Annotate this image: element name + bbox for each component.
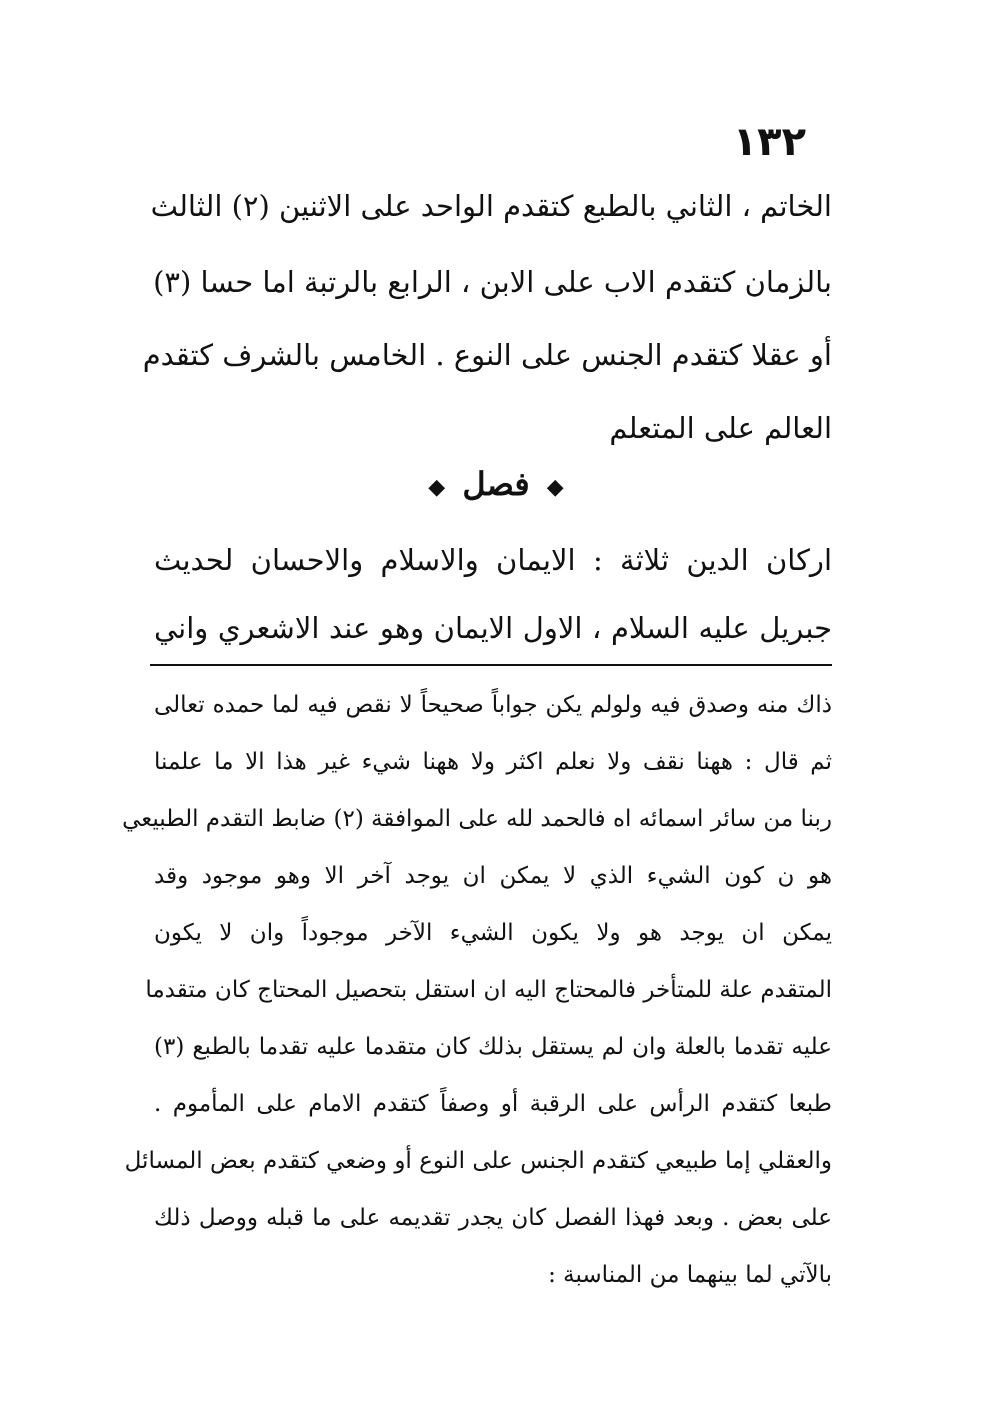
page-number: ١٣٢ [732,119,806,165]
footnote-divider [150,664,832,666]
ornament-left: ◆ [428,473,446,500]
footnote-line: ربنا من سائر اسمائه اه فالحمد لله على الموافقة (٢) ضابط التقدم الطبيعي [122,806,832,832]
footnote-line: بالآتي لما بينهما من المناسبة : [548,1262,832,1288]
footnote-line: يمكن ان يوجد هو ولا يكون الشيء الآخر موجوداً وان لا يكون [154,920,832,946]
section-body-line: جبريل عليه السلام ، الاول الايمان وهو عند الاشعري واني [154,611,832,645]
body-line: بالزمان كتقدم الاب على الابن ، الرابع بالرتبة اما حسا (٣) [153,265,832,299]
footnote-line: والعقلي إما طبيعي كتقدم الجنس على النوع أو وضعي كتقدم بعض المسائل [124,1148,832,1174]
section-body-line: اركان الدين ثلاثة : الايمان والاسلام والاحسان لحديث [154,543,832,577]
section-heading [0,462,992,509]
footnote-line: المتقدم علة للمتأخر فالمحتاج اليه ان استقل بتحصيل المحتاج كان متقدما [145,977,832,1003]
footnote-line: ثم قال : ههنا نقف ولا نعلم اكثر ولا ههنا شيء غير هذا الا ما علمنا [154,749,832,775]
body-line: الخاتم ، الثاني بالطبع كتقدم الواحد على الاثنين (٢) الثالث [150,189,832,223]
ornament-right: ◆ [546,473,564,500]
footnote-line: ذاك منه وصدق فيه ولولم يكن جواباً صحيحاً لا نقص فيه لما حمده تعالى [154,692,832,718]
footnote-line: على بعض . وبعد فهذا الفصل كان يجدر تقديمه على ما قبله ووصل ذلك [154,1205,832,1231]
footnote-line: عليه تقدما بالعلة وان لم يستقل بذلك كان متقدما عليه تقدما بالطبع (٣) [154,1034,832,1060]
body-line: أو عقلا كتقدم الجنس على النوع . الخامس بالشرف كتقدم [142,338,832,372]
section-heading-text: فصل [462,465,530,503]
footnote-line: هو ن كون الشيء الذي لا يمكن ان يوجد آخر الا وهو موجود وقد [154,863,832,889]
body-line: العالم على المتعلم [609,411,832,445]
footnote-line: طبعا كتقدم الرأس على الرقبة أو وصفاً كتقدم الامام على المأموم . [154,1091,832,1117]
